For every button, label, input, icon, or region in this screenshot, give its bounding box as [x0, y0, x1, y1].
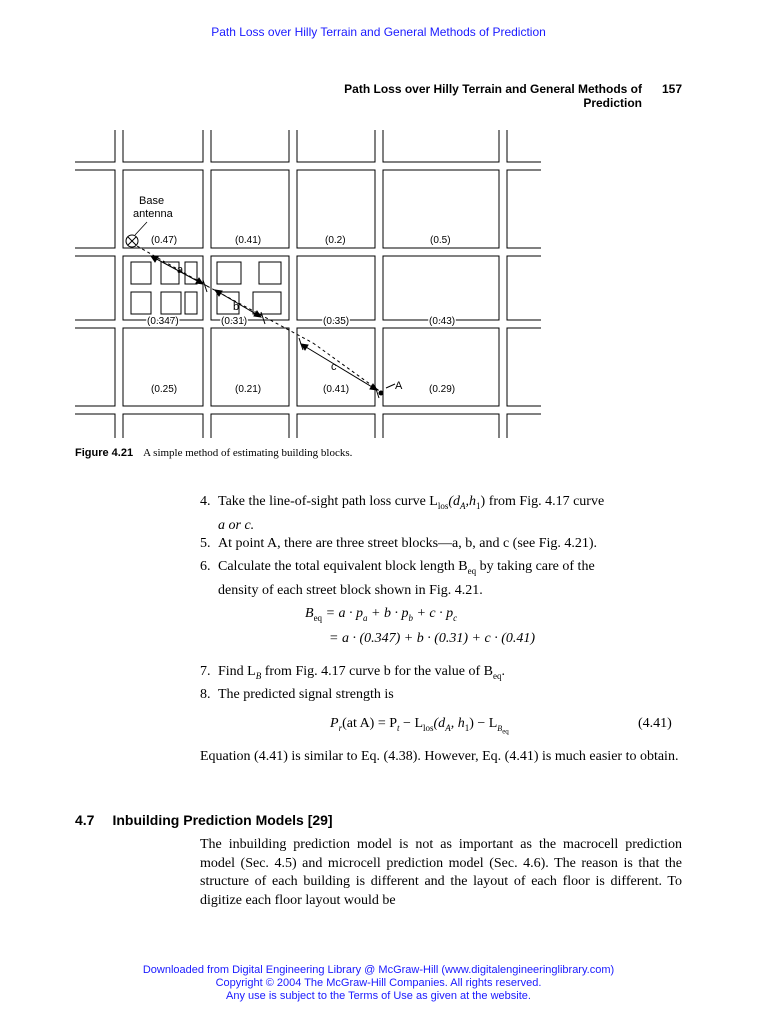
block-r2-c1 [123, 256, 203, 320]
block-edge [75, 328, 115, 406]
footer-line-3[interactable]: Any use is subject to the Terms of Use as given at the website. [226, 990, 531, 1002]
block-edge [297, 414, 375, 438]
paragraph-inbuilding: The inbuilding prediction model is not as important as the macrocell prediction model (Sec. 4.5) and microcell prediction model (Sec. 4.6). The reason is that the structure of each building is different and the layout of each floor is different. To digitize each floor layout would be [200, 837, 682, 908]
block-edge [507, 170, 541, 248]
block-edge [123, 130, 203, 162]
block-edge [507, 256, 541, 320]
base-antenna-icon [126, 222, 147, 247]
building [131, 262, 151, 284]
density-r1-c1: (0.47) [151, 235, 178, 246]
building [185, 262, 197, 284]
block-edge [75, 130, 115, 162]
list-item-5: 5. At point A, there are three street blocks—a, b, and c (see Fig. 4.21). [200, 536, 598, 551]
block-edge [75, 256, 115, 320]
building [161, 292, 181, 314]
caption-label: Figure 4.21 [75, 447, 134, 459]
top-title-link[interactable]: Path Loss over Hilly Terrain and General Methods of Prediction [211, 25, 546, 39]
equation-number: (4.41) [638, 716, 672, 731]
density-r3-c1: (0.25) [151, 384, 178, 395]
segment-a-label: a [177, 264, 184, 276]
equation-4-41: $P_r(at$ $A) = P_t - L_{los}(d_A$, $h_1) - L_{B_{eq}}$ [330, 716, 509, 736]
base-label-line1: Base [139, 195, 165, 207]
street-block-diagram [75, 130, 545, 440]
equation-beq-line2: = a · (0.347) + b · (0.31) + c · (0.41) [329, 631, 536, 646]
page-number: 157 [662, 82, 683, 96]
block-r2-c3 [297, 256, 375, 320]
point-a-marker [379, 391, 384, 396]
point-a-label: A [395, 380, 403, 392]
building [217, 262, 241, 284]
density-r2-c4: (0.43) [429, 316, 456, 327]
list-item-6: 6. Calculate the total equivalent block length $B_{eq}$ by taking care of the density of each street block shown in Fig. 4.21. [200, 559, 595, 598]
segment-c-label: c [331, 361, 337, 373]
density-r1-c3: (0.2) [325, 235, 346, 246]
footer-line-2: Copyright © 2004 The McGraw-Hill Companies. All rights reserved. [215, 977, 542, 989]
paragraph-eq-comparison: Equation (4.41) is similar to Eq. (4.38). However, Eq. (4.41) is much easier to obtain. [200, 749, 679, 764]
density-r3-c2: (0.21) [235, 384, 262, 395]
base-label-line2: antenna [133, 208, 173, 220]
building [185, 292, 197, 314]
block-edge [211, 130, 289, 162]
block-edge [297, 130, 375, 162]
block-edge [75, 414, 115, 438]
block-edge [383, 130, 499, 162]
block-edge [75, 170, 115, 248]
running-head: Path Loss over Hilly Terrain and General Methods of Prediction [344, 82, 642, 110]
density-r2-c3: (0.35) [323, 316, 350, 327]
building [259, 262, 281, 284]
density-r3-c3: (0.41) [323, 384, 350, 395]
footer-links[interactable] [0, 964, 757, 1003]
figure-caption [75, 447, 352, 459]
density-r3-c4: (0.29) [429, 384, 456, 395]
figure-4-21 [75, 130, 545, 445]
building [131, 292, 151, 314]
block-r2-c4 [383, 256, 499, 320]
segment-b-label: b [233, 301, 240, 313]
caption-text: A simple method of estimating building blocks. [143, 447, 353, 459]
equation-beq-line1: $B_{eq} = a \cdot p_a + b \cdot p_b + c \cdot p_c$ [305, 606, 458, 623]
block-edge [211, 414, 289, 438]
list-item-8: 8. The predicted signal strength is [200, 687, 394, 702]
density-r2-c1: (0.347) [147, 316, 179, 327]
block-edge [507, 328, 541, 406]
list-item-4: 4. Take the line-of-sight path loss curve $L_{los}(d_A,h_1)$ from Fig. 4.17 curve a or c. [200, 494, 605, 533]
block-edge [507, 414, 541, 438]
section-heading: 4.7 Inbuilding Prediction Models [29] [75, 812, 333, 828]
block-edge [383, 414, 499, 438]
density-r2-c2: (0.31) [221, 316, 248, 327]
footer-line-1[interactable]: Downloaded from Digital Engineering Library @ McGraw-Hill (www.digitalengineeringlibrary.com) [142, 964, 615, 976]
block-edge [123, 414, 203, 438]
density-r1-c2: (0.41) [235, 235, 262, 246]
block-edge [507, 130, 541, 162]
list-item-7: 7. Find $L_B$ from Fig. 4.17 curve b for the value of $B_{eq}$. [200, 664, 505, 681]
density-r1-c4: (0.5) [430, 235, 451, 246]
